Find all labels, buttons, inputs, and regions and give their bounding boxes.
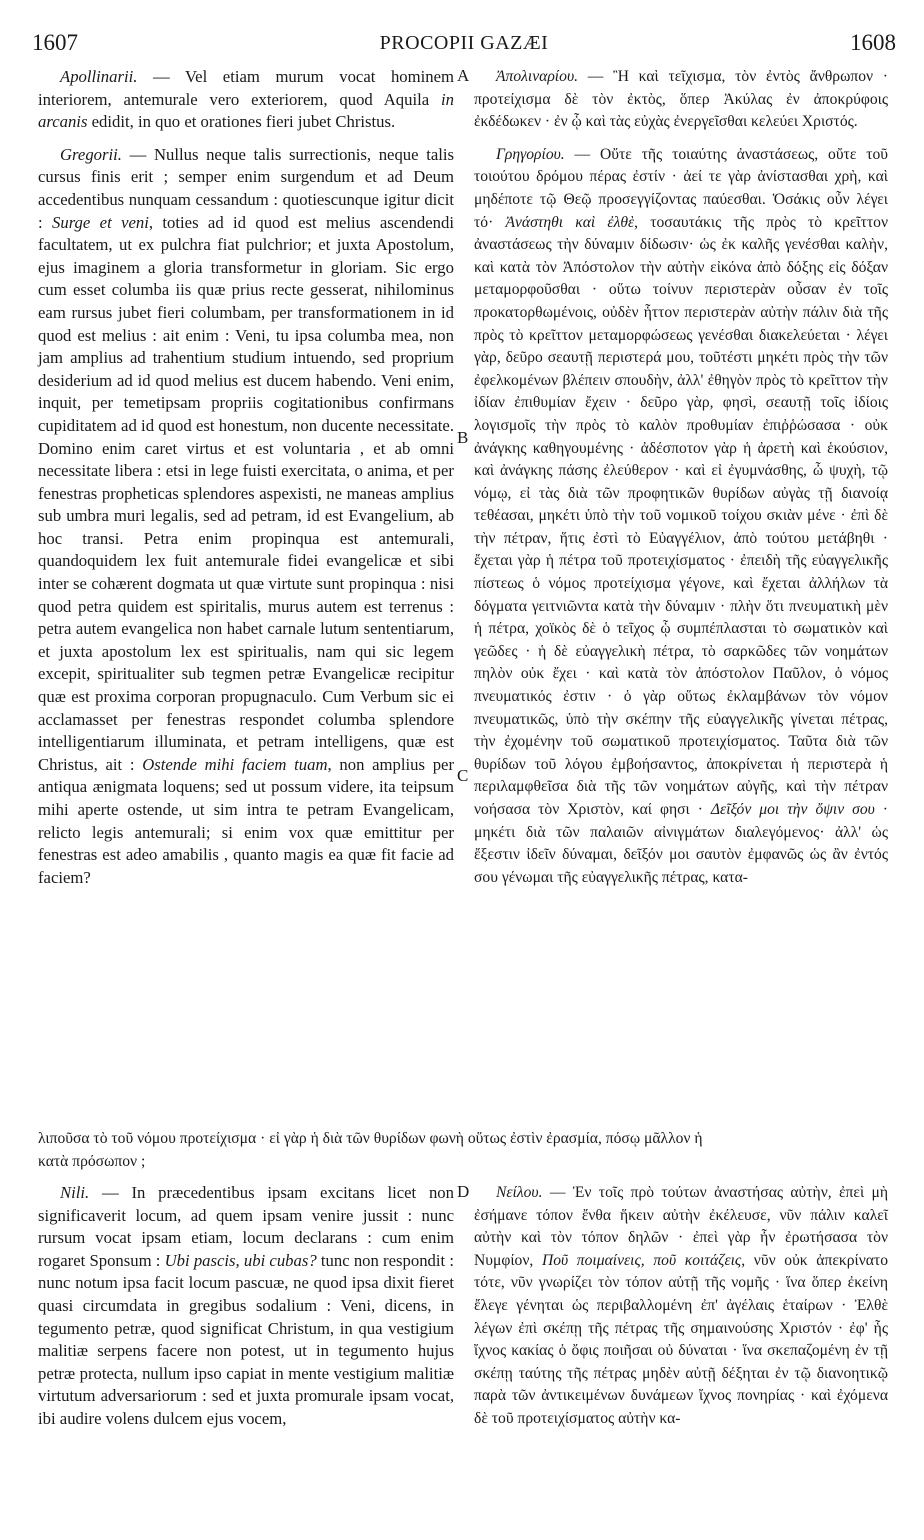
latin-gregorii-italic: Surge et veni <box>52 212 149 232</box>
latin-nili-italic: Ubi pascis, ubi cubas? <box>164 1250 317 1270</box>
fullwidth-line-2: κατὰ πρόσωπον ; <box>38 1152 146 1170</box>
latin-nili-text: — In præcedentibus ipsam excitans licet non significaverit locum, ad quem ipsam venire jussit : nunc rursum vocat ipsam etiam, locum declarans : cum enim rogaret Sponsum : <box>38 1183 454 1270</box>
fullwidth-continuation <box>38 1128 888 1173</box>
latin-gregorii-text: — Nullus neque talis surrectionis, neque talis cursus finis erit ; semper enim surgendum et ad Deum accedentibus nunquam cessandum : quotiescunque igitur dicit : <box>38 144 454 232</box>
greek-apollinarii-lead: Ἀπολιναρίου. <box>496 68 578 85</box>
latin-gregorii-paragraph <box>38 144 454 890</box>
page-number-right: 1608 <box>850 30 896 55</box>
latin-nili-text-end: tunc non respondit : nunc notum ipsa facit locum pascuæ, ne quod ipsa dixit fieret quasi circumdata in gregibus sodalium : Veni, dicens, in tegumento petræ, quod significat Christum, in qua vestigium malitiæ serpens facere non potest, ut in tegumento hujus petræ protecta, nullum ipso capiat in mente vestigium malitiæ virtutum adversariorum : sed et juxta promurale ipsam vocat, ibi audire volens dulcem ejus vocem, <box>38 1250 454 1428</box>
latin-apollinarii-text: — Vel etiam murum vocat hominem interiorem, antemurale vero exteriorem, quod Aquila <box>38 67 454 109</box>
latin-apollinarii-lead: Apollinarii. <box>60 67 138 86</box>
greek-gregorii-text-middle: , τοσαυτάκις τῆς πρὸς τὸ κρεῖττον ἀναστάσεως τὴν δύναμιν δίδωσιν· ὡς ἐκ καλῆς γενέσθαι καλὴν, καὶ κατὰ τὸν Ἀπόστολον τὴν αὐτὴν εἰκόνα ἀπὸ δόξης εἰς δόξαν μεταμορφοῦσθαι · οὕτω τοίνυν περιστερὰν οὖσαν ἐν τοῖς προκατορθωμένοις, οὐδὲν ἧττον περιστερὰν αὐτὴν πάλιν διὰ τῆς πρὸς τὸ κρεῖττον μεταμορφώσεως γενέσθαι διακελεύεται · λέγει γὰρ, δεῦρο σεαυτῇ περιστερά μου, τοῦτέστι μηκέτι πρὸς τὴν τῶν ἐφελκομένων βλέπειν σπουδὴν, ἀλλ' ἐθηγὸν πρὸς τὸ κρεῖττον τὴν ἰδίαν ἐπιθυμίαν ἔχειν · δεῦρο γὰρ, φησὶ, σεαυτῇ τοῖς ἰδίοις λογισμοῖς τὴν πρὸς τὸ καλὸν προθυμίαν ἐπιῤῥώσασα · οὐκ ἀνάγκης καθηγουμένης · ἀδέσποτον γὰρ ἡ ἀρετὴ καὶ ἑκούσιον, καὶ ἀνάγκης πάσης ἐλεύθερον · καὶ εἰ ἐγυμνάσθης, ὦ ψυχὴ, τῷ νόμῳ, εἰ τὰς διὰ τῶν προφητικῶν θυρίδων αὐγὰς τῇ διανοίᾳ τεθέασαι, μηκέτι ὑπὸ τὴν τοῦ νομικοῦ τοίχου σκιὰν μένε · ἐπὶ δὲ τὴν πέτραν, ἥτις ἐστὶ τὸ Εὐαγγέλιον, ἀπὸ τούτου μετάβηθι · ἔχεται γὰρ ἡ πέτρα τοῦ προτειχίσματος · ἐπειδὴ τῆς εὐαγγελικῆς πίστεως ὁ νόμος προτείχισμα γέγονε, καὶ ἔχεται ἀλλήλων τὰ δόγματα γειτνιῶντα κατὰ τὴν δύναμιν · πλὴν ὅτι πνευματικὴ μὲν ἡ πέτρα, χοϊκὸς δὲ ὁ τεῖχος ᾧ συμπέπλασται τὸ σωματικὸν καὶ γεῶδες · ἡ δὲ εὐαγγελικὴ πέτρα, τὸ σαρκῶδες τῶν νοημάτων πηλὸν οὐκ ἔχει · καὶ κατὰ τὸν ἀπόστολον Παῦλον, ὁ νόμος πνευματικός ἐστιν · ὁ γὰρ οὕτως ἐκλαμβάνων τὸν νόμον πνευματικῶς, ὑπὸ τὴν σκέπην τῆς εὐαγγελικῆς γίνεται πέτρας, τὴν ἐχομένην τοῦ σωματικοῦ προτειχίσματος. Ταῦτα διὰ τῶν θυρίδων τοῦ λόγου ἐμβοήσαντος, ἀποκρίνεται ἡ περιστερὰ ἡ περιλαμφθεῖσα διὰ τῆς τῶν νοημάτων αὐγῆς, καὶ τὴν πέτραν νοήσασα τὸν Χριστὸν, καί φησι · <box>474 213 889 818</box>
latin-column-upper <box>38 66 454 889</box>
latin-apollinarii-text-end: edidit, in quo et orationes fieri jubet Christus. <box>87 112 396 132</box>
latin-nili-lead: Nili. <box>60 1183 90 1202</box>
greek-apollinarii-paragraph <box>474 66 888 134</box>
latin-nili-paragraph <box>38 1182 454 1431</box>
latin-gregorii-text-end: , non amplius per antiqua ænigmata loquens; sed ut possum videre, ita teipsum mihi aperte ostende, ut sim intra te petram Evangelicam, relicto legis antemurali; si enim vox quæ emittitur per fenestras est adeo amabilis , quanto magis ea quæ fit facie ad faciem? <box>38 754 454 887</box>
greek-nili-paragraph <box>474 1182 888 1431</box>
greek-column-lower <box>474 1182 888 1431</box>
latin-apollinarii-italic: in arcanis <box>38 89 454 132</box>
section-marker-b: B <box>457 428 469 447</box>
page-header <box>32 30 896 62</box>
latin-apollinarii-paragraph <box>38 66 454 134</box>
section-marker-d: D <box>457 1182 470 1201</box>
greek-gregorii-italic-second: Δεῖξόν μοι τὴν ὄψιν σου <box>710 801 875 818</box>
greek-gregorii-lead: Γρηγορίου. <box>496 145 565 163</box>
greek-apollinarii-text: — Ἢ καὶ τεῖχισμα, τὸν ἐντὸς ἄνθρωπον · προτείχισμα δὲ τὸν ἐκτὸς, ὅπερ Ἀκύλας ἐν ἀποκρύφοις ἐκδέδωκεν · ἐν ᾧ καὶ τὰς εὐχὰς ἐνεργεῖσθαι κελεύει Χριστός. <box>474 68 888 131</box>
greek-nili-italic: Ποῦ ποιμαίνεις, ποῦ κοιτάζεις <box>541 1251 742 1269</box>
greek-nili-lead: Νείλου. <box>496 1184 543 1201</box>
page-number-left: 1607 <box>32 30 78 55</box>
greek-nili-text: — Ἐν τοῖς πρὸ τούτων ἀναστήσας αὐτὴν, ἐπεὶ μὴ ἐσήμανε τόπον ἔνθα ἥκειν αὐτὴν ἐκέλευσε, νῦν πάλιν καλεῖ αὐτὴν καὶ τὸν τόπον δηλῶν · ἐπεὶ γὰρ ἦν ἐρωτήσασα τὸν Νυμφίον, <box>474 1184 888 1269</box>
latin-column-lower <box>38 1182 454 1431</box>
running-title: PROCOPII GAZÆI <box>379 32 549 54</box>
greek-column-upper <box>474 66 888 889</box>
greek-nili-text-end: , νῦν οὐκ ἀπεκρίνατο τότε, νῦν γνωρίζει τὸν τόπον αὐτῇ τῆς νομῆς · ἵνα ὅπερ ἐκείνη ἔλεγε γένηται ὡς περιβαλλομένη ἐπ' ἀγέλαις ἑταίρων · Ἐλθὲ λέγων ἐπὶ σκέπῃ τῆς πέτρας τῆς σημαινούσης Χριστόν · ἐφ' ἧς ἴχνος κακίας ὁ ὄφις ποιῆσαι οὐ δύναται · ἵνα σκεπαζομένη ἐν τῇ σκέπῃ ταύτης τῆς πέτρας μηδὲν αὐτῇ δέξηται ἐν τῷ διανοητικῷ παρὰ τῶν ἀντικειμένων δυνάμεων ἴχνος πονηρίας · καὶ ἐχόμενα δὲ τοῦ προτειχίσματος αὐτὴν κα- <box>474 1251 888 1427</box>
greek-gregorii-italic: Ἀνάστηθι καὶ ἐλθὲ <box>505 213 635 231</box>
latin-gregorii-italic-second: Ostende mihi faciem tuam <box>142 754 328 774</box>
latin-gregorii-text-middle: , toties ad id quod est melius ascendendi facultatem, ut ex pulchra fiat pulchrior; et juxta Apostolum, ejus imaginem a gloria transformetur in gloriam. Sic ergo cum esset columba iis quæ prius recte gesserat, nihilominus eam rursus jubet fieri columbam, per transformationem in id quod est melius : ait enim : Veni, tu ipsa columba mea, non jam amplius ad trahentium studium intuendo, sed proprium desiderium ad id quod melius est ducem habendo. Veni enim, inquit, per temetipsam propriis cogitationibus confirmans cupiditatem ad id quod est honestum, non ducente necessitate. Domino enim caret virtus et est voluntaria , et ab omni necessitate libera : etsi in lege fuisti exercitata, o anima, et per fenestras propheticas splendores aspexisti, ne maneas amplius sub umbra muri legalis, sed ad petram, id est Evangelium, ab hoc transi. Petra enim propinqua est antemurali, quandoquidem lex fuit antemurale fidei evangelicæ et sibi inter se cohærent dogmata ut quæ virtute sunt propinqua : nisi quod petra quidem est spiritalis, murus autem est terrenus : petra autem evangelica non habet carnale lutum sententiarum, et juxta apostolum lex est spiritualis, nam qui sic legem excepit, spiritualiter sub tegmen petræ Evangelicæ recipitur quæ est proxima corporan propugnaculo. Cum Verbum sic ei acclamasset per fenestras respondet columba splendore intelligentiarum illuminata, et petram intelligens, quæ est Christus, ait : <box>38 212 454 774</box>
greek-gregorii-paragraph <box>474 144 888 890</box>
section-marker-c: C <box>457 766 469 785</box>
greek-gregorii-text: — Οὔτε τῆς τοιαύτης ἀναστάσεως, οὔτε τοῦ τοιούτου δρόμου πέρας ἐστίν · ἀεί τε γὰρ ἀνίστασθαι χρὴ, καὶ μηδέποτε τῷ Θεῷ προσεγγίζοντας παύεσθαι. Ὁσάκις οὖν λέγει τό· <box>474 145 888 231</box>
fullwidth-line-1: λιποῦσα τὸ τοῦ νόμου προτείχισμα · εἰ γὰρ ἡ διὰ τῶν θυρίδων φωνὴ οὕτως ἐστὶν ἐρασμία, πόσῳ μᾶλλον ἡ <box>38 1130 703 1147</box>
greek-gregorii-text-end: · μηκέτι διὰ τῶν παλαιῶν αἰνιγμάτων διαλεγόμενος· ἀλλ' ὡς ἔξεστιν ἰδεῖν δύναμαι, δεῖξόν μοι σαυτὸν ἐμφανῶς ὡς ἂν ἐντός σου γένωμαι τῆς εὐαγγελικῆς πέτρας, κατα- <box>474 801 888 886</box>
latin-gregorii-lead: Gregorii. <box>60 144 122 164</box>
section-marker-a: A <box>457 66 470 85</box>
